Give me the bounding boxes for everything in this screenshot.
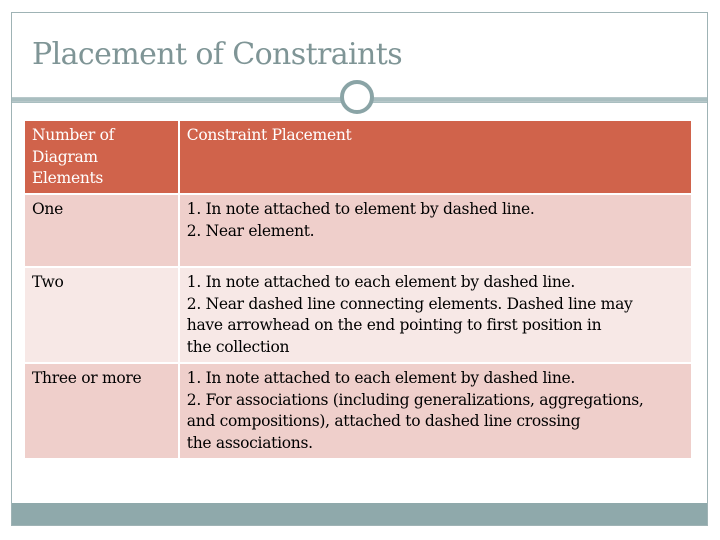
cell-placement (179, 267, 692, 363)
table-row (24, 194, 692, 267)
slide-title: Placement of Constraints (32, 37, 403, 72)
placement-line: 1. In note attached to element by dashed line. (186, 200, 535, 218)
cell-count: One (24, 194, 179, 267)
table-header-row (24, 120, 692, 194)
placement-line: have arrowhead on the end pointing to first position in (186, 316, 602, 334)
header-constraint-placement (179, 120, 692, 194)
placement-line: and compositions), attached to dashed line crossing (186, 412, 581, 430)
constraints-table (23, 119, 693, 460)
placement-line: the associations. (186, 433, 313, 452)
circle-ring-icon (340, 80, 374, 114)
header-line: Elements (32, 169, 104, 187)
header-line: Number of (32, 126, 115, 144)
cell-count: Two (24, 267, 179, 363)
placement-line: 1. In note attached to each element by dashed line. (186, 369, 576, 387)
cell-placement (179, 194, 692, 267)
placement-line: 1. In note attached to each element by dashed line. (186, 273, 576, 291)
header-line: Constraint Placement (186, 126, 352, 144)
cell-count: Three or more (24, 363, 179, 459)
header-line: Diagram (32, 147, 98, 166)
table-row (24, 267, 692, 363)
placement-line: 2. Near element. (186, 221, 315, 240)
header-number-of-elements (24, 120, 179, 194)
footer-band (12, 503, 707, 525)
placement-line: the collection (186, 337, 290, 356)
placement-line: 2. Near dashed line connecting elements. Dashed line may (186, 294, 633, 313)
placement-line: 2. For associations (including generalizations, aggregations, (186, 390, 644, 409)
table-row (24, 363, 692, 459)
cell-placement (179, 363, 692, 459)
